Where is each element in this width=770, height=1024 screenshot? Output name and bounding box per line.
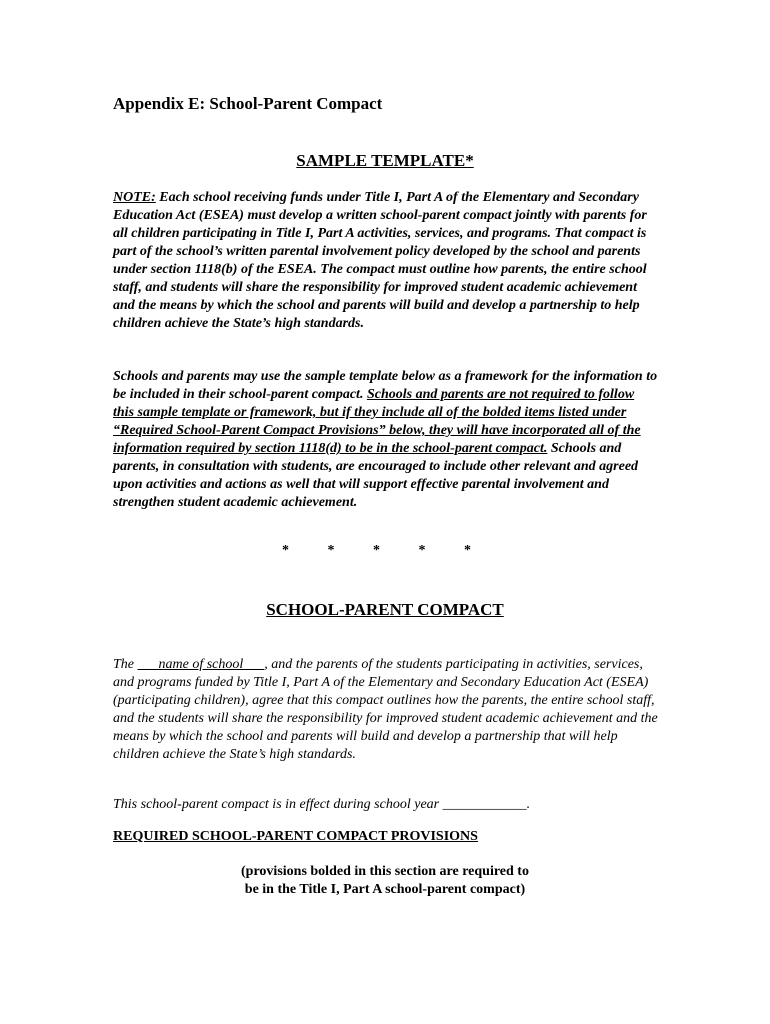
compact-prefix: The (113, 657, 138, 672)
provisions-note-line: be in the Title I, Part A school-parent compact) (244, 882, 526, 897)
separator-star: * (327, 543, 335, 558)
effect-line (113, 796, 658, 814)
note-paragraph (113, 189, 658, 333)
separator-star: * (464, 543, 471, 558)
compact-paragraph (113, 656, 658, 764)
framework-intro: Schools and parents may use the sample template below as a framework for the information to be included in their school-parent compact. (113, 369, 658, 402)
separator-star: * (418, 543, 426, 558)
effect-end: . (526, 797, 531, 812)
provisions-note-line: (provisions bolded in this section are required to (241, 864, 529, 879)
compact-text: , and the parents of the students participating in activities, services, and programs funded by Title I, Part A of the Elementary and Secondary Education Act (ESEA) (participating children), agree that this compact outlines how the parents, the entire school staff, and the students will share the responsibility for improved student academic achievement and the means by which the school and parents will build and develop a partnership that will help children achieve the State’s high standards. (113, 657, 658, 762)
framework-paragraph (113, 368, 658, 512)
note-text: Each school receiving funds under Title I, Part A of the Elementary and Secondary Education Act (ESEA) must develop a written school-parent compact jointly with parents for all children participating in Title I, Part A activities, services, and programs. That compact is part of the school’s written parental involvement policy developed by the school and parents under section 1118(b) of the ESEA. The compact must outline how parents, the entire school staff, and students will share the responsibility for improved student academic achievement and the means by which the school and parents will build and develop a partnership to help children achieve the State’s high standards. (113, 190, 647, 331)
separator-star: * (373, 543, 380, 558)
appendix-title: Appendix E: School-Parent Compact (113, 94, 383, 113)
school-year-field: ____________ (442, 797, 527, 812)
framework-rest: Schools and parents, in consultation with students, are encouraged to include other relevant and agreed upon activities and actions as well that will support effective parental involvement and strengthen student academic achievement. (113, 441, 639, 510)
note-label: NOTE: (113, 190, 156, 205)
required-provisions-heading: REQUIRED SCHOOL-PARENT COMPACT PROVISIONS (113, 829, 478, 844)
section-separator (282, 543, 510, 559)
compact-heading: SCHOOL-PARENT COMPACT (266, 600, 504, 619)
sample-template-heading: SAMPLE TEMPLATE* (296, 151, 474, 170)
school-name-field: name of school (137, 657, 265, 672)
effect-text: This school-parent compact is in effect during school year (113, 797, 443, 812)
separator-star: * (282, 543, 289, 558)
framework-underlined-text: Schools and parents are not required to follow this sample template or framework, but if they include all of the bolded items listed under “Required School-Parent Compact Provisions” below, they will have incorporated all of the information required by section 1118(d) to be in the school-parent compact. (113, 387, 641, 456)
provisions-note (0, 863, 770, 899)
